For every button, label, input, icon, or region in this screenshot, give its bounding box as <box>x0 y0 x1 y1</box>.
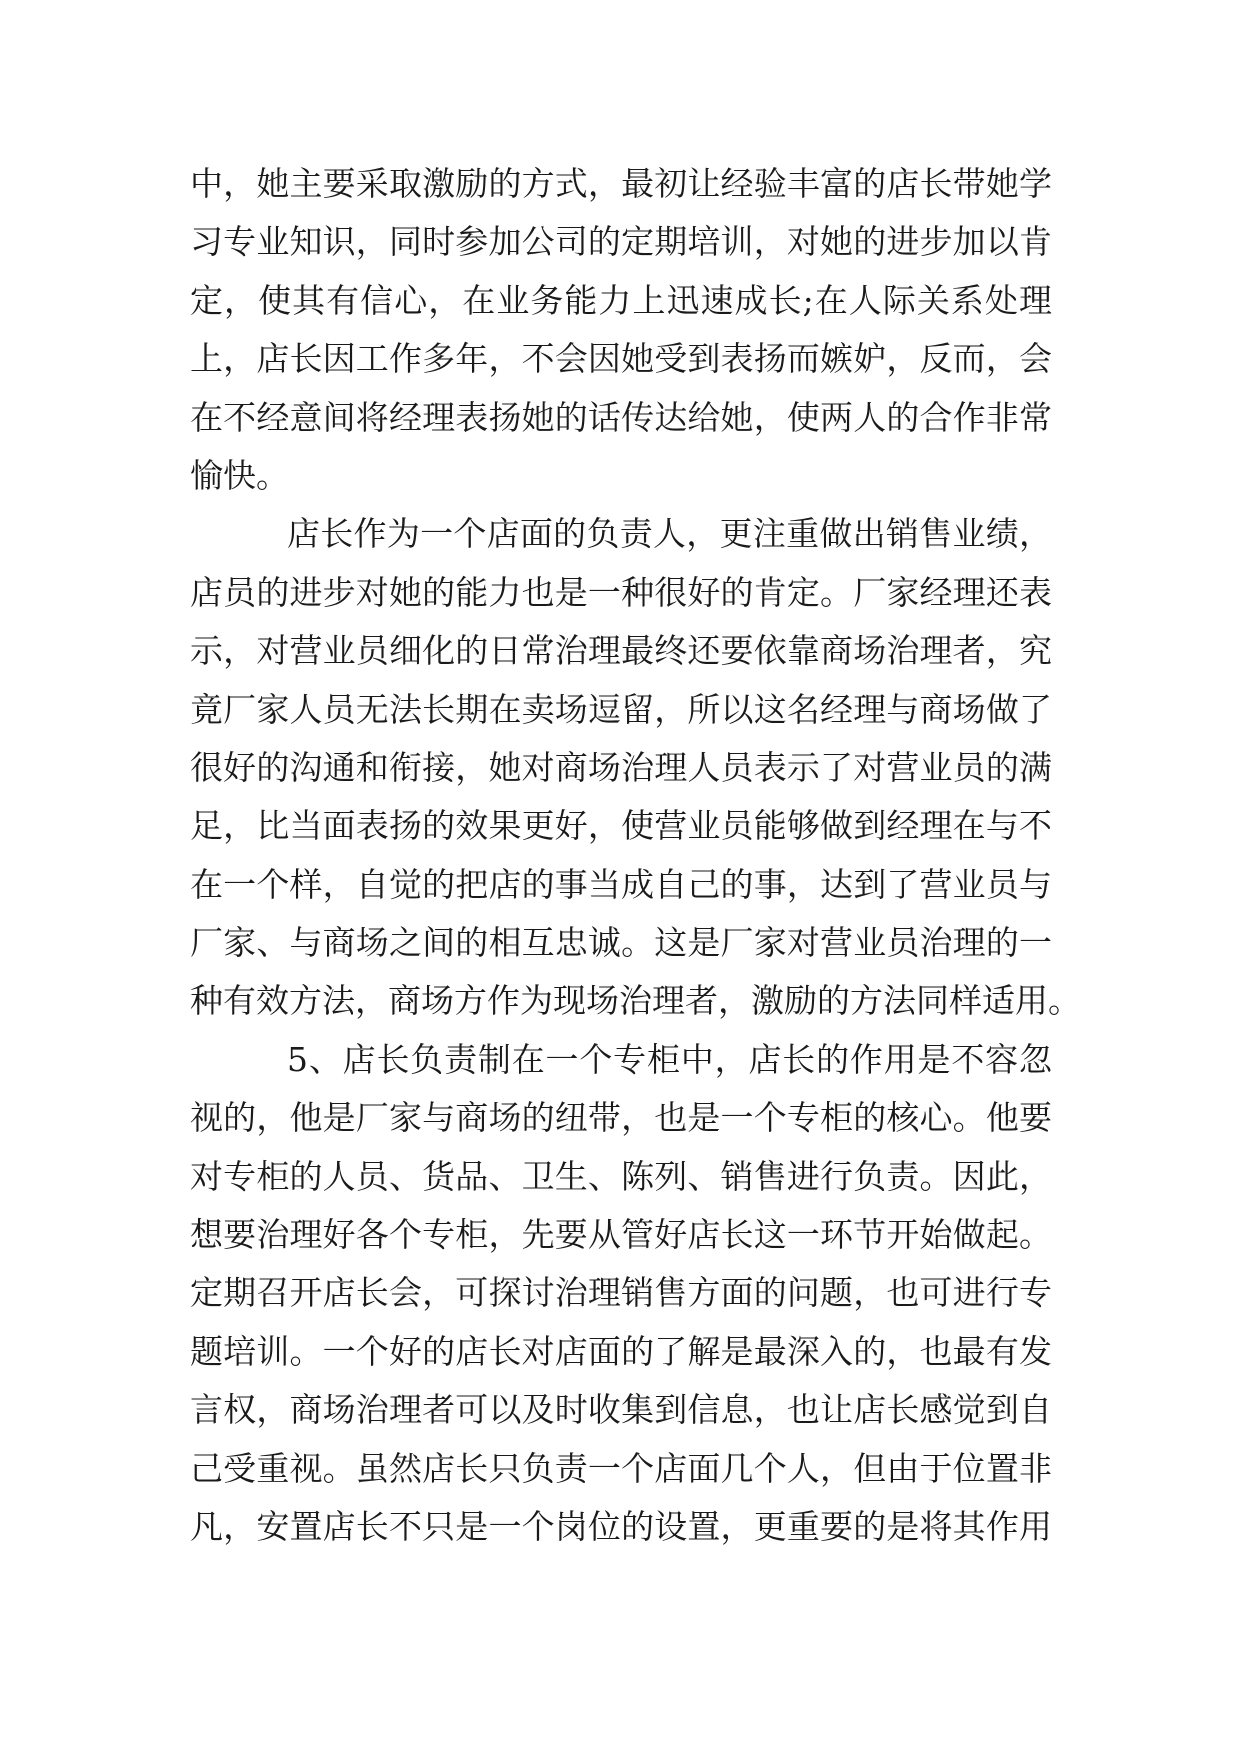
text-line: 上，店长因工作多年，不会因她受到表扬而嫉妒，反而，会 <box>190 339 1052 379</box>
text-line: 定期召开店长会，可探讨治理销售方面的问题，也可进行专 <box>190 1273 1052 1313</box>
text-line: 视的，他是厂家与商场的纽带，也是一个专柜的核心。他要 <box>190 1098 1052 1138</box>
text-line: 想要治理好各个专柜，先要从管好店长这一环节开始做起。 <box>190 1215 1052 1255</box>
text-line: 在不经意间将经理表扬她的话传达给她，使两人的合作非常 <box>190 397 1052 437</box>
text-line: 竟厂家人员无法长期在卖场逗留，所以这名经理与商场做了 <box>190 689 1052 729</box>
text-line: 己受重视。虽然店长只负责一个店面几个人，但由于位置非 <box>190 1448 1052 1488</box>
text-line: 定，使其有信心，在业务能力上迅速成长;在人际关系处理 <box>190 280 1052 320</box>
text-line: 厂家、与商场之间的相互忠诚。这是厂家对营业员治理的一 <box>190 923 1052 963</box>
text-line: 言权，商场治理者可以及时收集到信息，也让店长感觉到自 <box>190 1390 1052 1430</box>
body-text <box>190 155 1081 1556</box>
text-line: 店员的进步对她的能力也是一种很好的肯定。厂家经理还表 <box>190 572 1052 612</box>
text-line: 愉快。 <box>190 455 289 495</box>
text-line: 凡，安置店长不只是一个岗位的设置，更重要的是将其作用 <box>190 1506 1052 1546</box>
text-line: 足，比当面表扬的效果更好，使营业员能够做到经理在与不 <box>190 806 1052 846</box>
text-line: 很好的沟通和衔接，她对商场治理人员表示了对营业员的满 <box>190 747 1052 787</box>
text-line: 习专业知识，同时参加公司的定期培训，对她的进步加以肯 <box>190 222 1052 262</box>
text-line: 示，对营业员细化的日常治理最终还要依靠商场治理者，究 <box>190 631 1052 671</box>
text-line: 对专柜的人员、货品、卫生、陈列、销售进行负责。因此， <box>190 1156 1052 1196</box>
paragraph-first-line: 5、店长负责制在一个专柜中，店长的作用是不容忽 <box>287 1039 1052 1079</box>
text-line: 在一个样，自觉的把店的事当成自己的事，达到了营业员与 <box>190 864 1052 904</box>
paragraph-first-line: 店长作为一个店面的负责人，更注重做出销售业绩， <box>287 514 1052 554</box>
text-line: 种有效方法，商场方作为现场治理者，激励的方法同样适用。 <box>190 981 1081 1021</box>
text-line: 题培训。一个好的店长对店面的了解是最深入的，也最有发 <box>190 1331 1052 1371</box>
text-line: 中，她主要采取激励的方式，最初让经验丰富的店长带她学 <box>190 164 1052 203</box>
